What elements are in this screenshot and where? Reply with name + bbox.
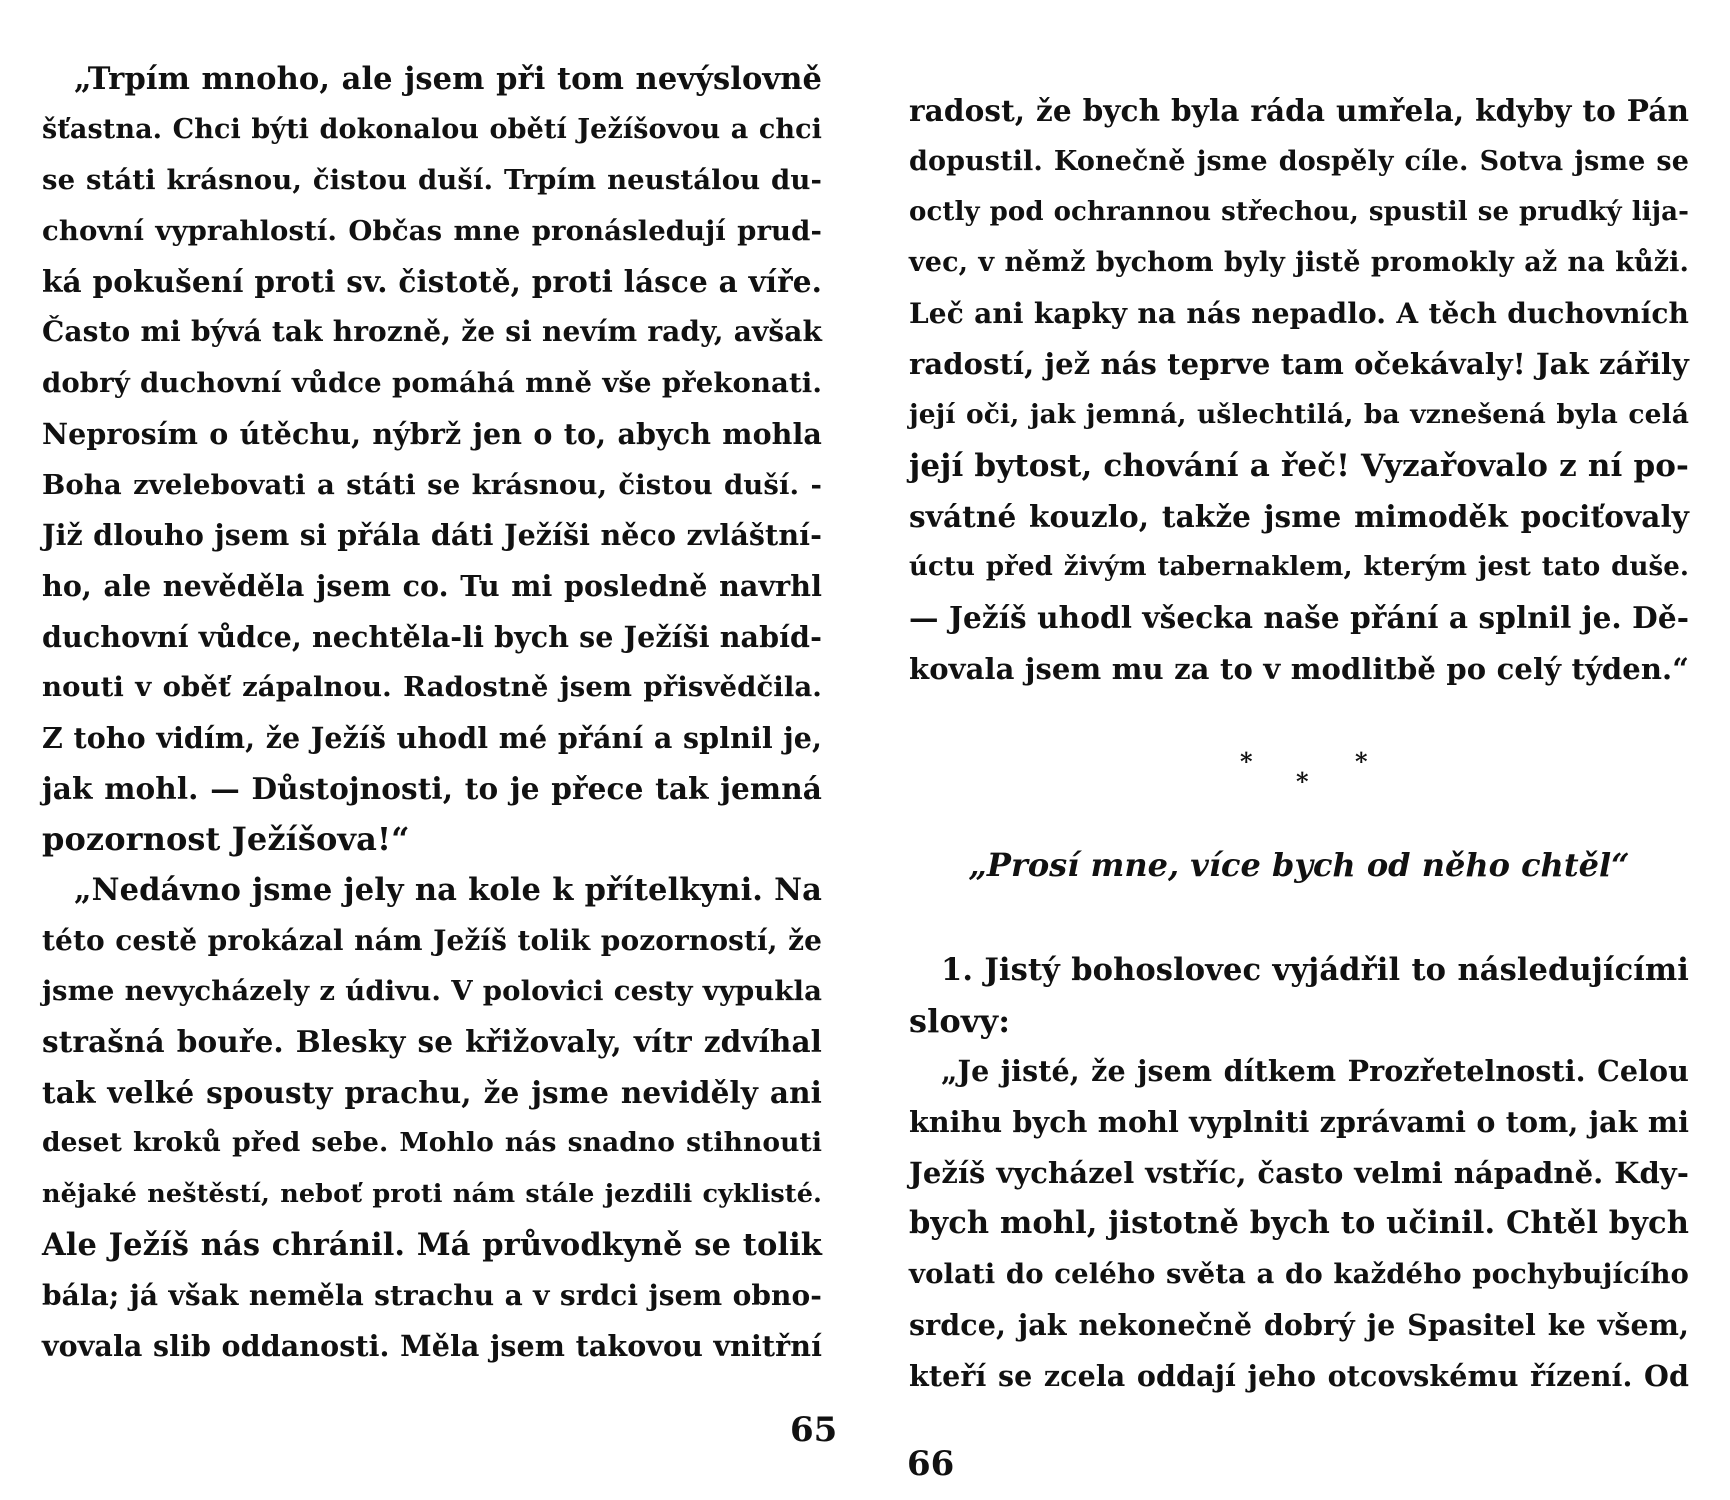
text-line: srdce, jak nekonečně dobrý je Spasitel ke všem, bbox=[909, 1307, 1689, 1342]
text-line: její bytost, chování a řeč! Vyzařovalo z ní po- bbox=[909, 447, 1689, 484]
text-line: její oči, jak jemná, ušlechtilá, ba vznešená byla celá bbox=[909, 399, 1689, 431]
text-line: vovala slib oddanosti. Měla jsem takovou vnitřní bbox=[42, 1329, 822, 1364]
text-line: octly pod ochrannou střechou, spustil se prudký lija- bbox=[909, 197, 1689, 228]
text-line: dopustil. Konečně jsme dospěly cíle. Sotva jsme se bbox=[909, 145, 1689, 177]
text-line: — Ježíš uhodl všecka naše přání a splnil je. Dě- bbox=[909, 599, 1690, 635]
right-page-text bbox=[909, 86, 1689, 694]
right-page bbox=[865, 0, 1730, 1500]
text-line: „Nedávno jsme jely na kole k přítelkyni. Na bbox=[74, 872, 822, 908]
text-line: „Trpím mnoho, ale jsem při tom nevýslovně bbox=[74, 61, 822, 97]
text-line: volati do celého světa a do každého pochybujícího bbox=[909, 1258, 1689, 1291]
text-line: bála; já však neměla strachu a v srdci jsem obno- bbox=[42, 1278, 822, 1312]
text-line: dobrý duchovní vůdce pomáhá mně vše překonati. bbox=[42, 367, 822, 400]
text-line: radostí, jež nás teprve tam očekávaly! Jak zářily bbox=[909, 347, 1689, 382]
text-line: „Je jisté, že jsem dítkem Prozřetelnosti. Celou bbox=[941, 1054, 1689, 1089]
text-line: ká pokušení proti sv. čistotě, proti lásce a víře. bbox=[42, 263, 822, 299]
text-line: nouti v oběť zápalnou. Radostně jsem přisvědčila. bbox=[42, 671, 822, 704]
text-line: Boha zvelebovati a státi se krásnou, čistou duší. - bbox=[42, 468, 822, 501]
text-line: 1. Jistý bohoslovec vyjádřil to následujícími bbox=[941, 952, 1689, 988]
section-divider-asterisks bbox=[865, 747, 1730, 810]
text-line: Ale Ježíš nás chránil. Má průvodkyně se tolik bbox=[42, 1226, 822, 1263]
left-page-text bbox=[42, 54, 822, 1372]
text-line: bych mohl, jistotně bych to učinil. Chtěl bych bbox=[909, 1205, 1689, 1242]
text-line: této cestě prokázal nám Ježíš tolik pozorností, že bbox=[42, 923, 822, 957]
text-line: jak mohl. — Důstojnosti, to je přece tak jemná bbox=[42, 770, 822, 806]
right-page-text-section-2 bbox=[909, 945, 1689, 1401]
text-line: nějaké neštěstí, neboť proti nám stále jezdili cyklisté. bbox=[42, 1179, 822, 1210]
section-heading: „Prosí mne, více bych od něho chtěl“ bbox=[968, 846, 1630, 884]
text-line: knihu bych mohl vyplniti zprávami o tom, jak mi bbox=[909, 1105, 1689, 1140]
text-line: Často mi bývá tak hrozně, že si nevím rady, avšak bbox=[42, 315, 822, 349]
page-number-right: 66 bbox=[907, 1444, 955, 1484]
text-line: Již dlouho jsem si přála dáti Ježíši něco zvláštní- bbox=[42, 518, 822, 553]
text-line: pozornost Ježíšova!“ bbox=[42, 820, 410, 859]
text-line: úctu před živým tabernaklem, kterým jest tato duše. bbox=[909, 552, 1689, 583]
text-line: radost, že bych byla ráda umřela, kdyby to Pán bbox=[909, 93, 1689, 128]
text-line: deset kroků před sebe. Mohlo nás snadno stihnouti bbox=[42, 1127, 822, 1159]
asterisk-icon: * bbox=[1355, 747, 1368, 776]
text-line: chovní vyprahlostí. Občas mne pronásledují prud- bbox=[42, 215, 822, 248]
text-line: Ježíš vycházel vstříc, často velmi nápadně. Kdy- bbox=[909, 1155, 1689, 1190]
text-line: kteří se zcela oddají jeho otcovskému řízení. Od bbox=[909, 1358, 1689, 1393]
text-line: strašná bouře. Blesky se křižovaly, vítr zdvíhal bbox=[42, 1024, 822, 1060]
text-line: slovy: bbox=[909, 1001, 1011, 1040]
text-line: jsme nevycházely z údivu. V polovici cesty vypukla bbox=[42, 975, 822, 1008]
text-line: kovala jsem mu za to v modlitbě po celý týden.“ bbox=[909, 651, 1689, 686]
text-line: Z toho vidím, že Ježíš uhodl mé přání a splnil je, bbox=[42, 720, 822, 755]
text-line: šťastna. Chci býti dokonalou obětí Ježíšovou a chci bbox=[42, 113, 822, 145]
text-line: se státi krásnou, čistou duší. Trpím neustálou du- bbox=[42, 164, 822, 197]
text-line: svátné kouzlo, takže jsme mimoděk pociťovaly bbox=[909, 498, 1689, 534]
asterisk-icon: * bbox=[1240, 747, 1253, 776]
text-line: ho, ale nevěděla jsem co. Tu mi posledně navrhl bbox=[42, 568, 822, 603]
asterisk-icon: * bbox=[1296, 767, 1309, 796]
text-line: tak velké spousty prachu, že jsme neviděly ani bbox=[42, 1074, 822, 1110]
text-line: duchovní vůdce, nechtěla-li bych se Ježíši nabíd- bbox=[42, 619, 822, 654]
text-line: Leč ani kapky na nás nepadlo. A těch duchovních bbox=[909, 296, 1689, 330]
text-line: Neprosím o útěchu, nýbrž jen o to, abych mohla bbox=[42, 416, 822, 451]
text-line: vec, v němž bychom byly jistě promokly až na kůži. bbox=[909, 247, 1689, 279]
page-number-left: 65 bbox=[790, 1410, 838, 1450]
